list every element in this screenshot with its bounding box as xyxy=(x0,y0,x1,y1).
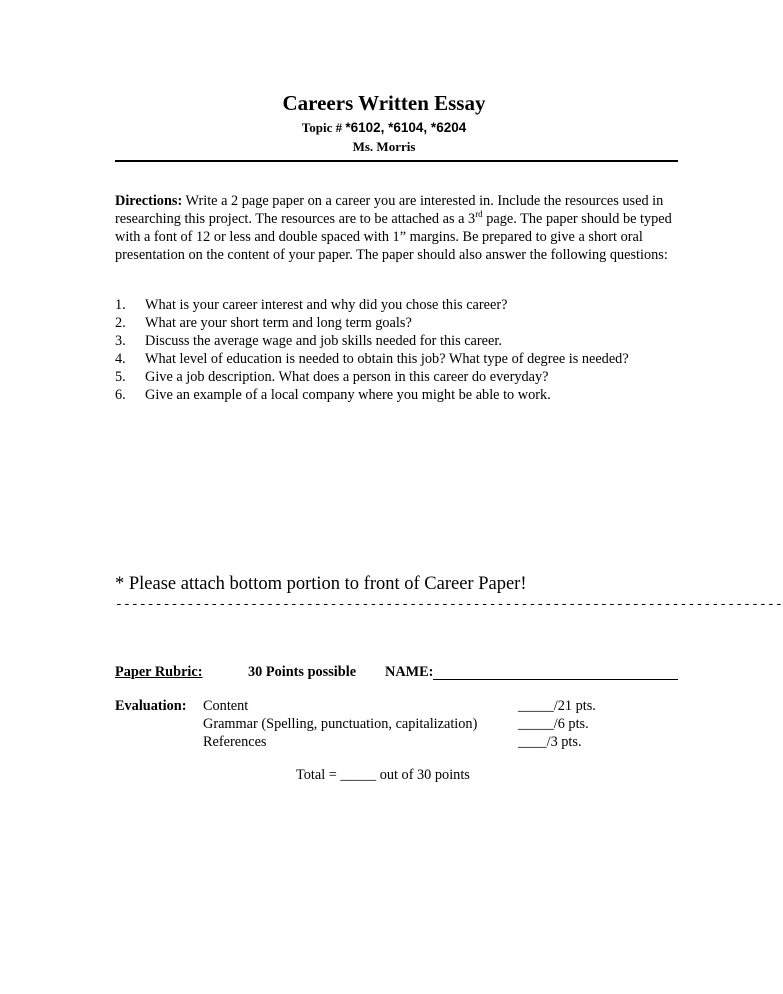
topic-line xyxy=(0,120,768,136)
directions-label: Directions: xyxy=(115,193,183,209)
question-text: What is your career interest and why did you chose this career? xyxy=(145,297,508,313)
document-title: Careers Written Essay xyxy=(282,91,486,115)
question-text: Give an example of a local company where you might be able to work. xyxy=(145,387,551,403)
attach-note: * Please attach bottom portion to front of Career Paper! xyxy=(115,574,527,594)
question-number: 4. xyxy=(115,351,126,367)
question-number: 6. xyxy=(115,387,126,403)
question-item xyxy=(115,332,678,350)
question-number: 3. xyxy=(115,333,126,349)
directions-superscript: rd xyxy=(475,209,483,220)
directions-text-1: Write a 2 page paper on a career you are interested in. Include the resources used in researching this project. The resources are to be attached as a 3 xyxy=(115,193,664,227)
question-text: What are your short term and long term goals? xyxy=(145,315,412,331)
question-number: 2. xyxy=(115,315,126,331)
evaluation-item-references: References xyxy=(203,734,267,750)
question-item xyxy=(115,296,678,314)
directions-text-2: page. The paper should be typed with a font of 12 or less and double spaced with 1” margins. Be prepared to give a short oral presentation on the content of your paper. The paper should also answer the following questions: xyxy=(115,211,672,263)
question-list xyxy=(115,296,678,404)
topic-prefix: Topic # xyxy=(301,120,346,135)
question-item xyxy=(115,350,678,368)
evaluation-item-grammar: Grammar (Spelling, punctuation, capitalization) xyxy=(203,716,478,732)
question-text: What level of education is needed to obtain this job? What type of degree is needed? xyxy=(145,351,629,367)
question-number: 1. xyxy=(115,297,126,313)
directions-paragraph xyxy=(115,192,678,264)
question-text: Give a job description. What does a person in this career do everyday? xyxy=(145,369,549,385)
score-references: ____/3 pts. xyxy=(518,734,582,750)
question-item xyxy=(115,314,678,332)
question-text: Discuss the average wage and job skills needed for this career. xyxy=(145,333,502,349)
cut-line: ------------------------------------------------------------------------------------ xyxy=(115,597,783,612)
name-blank-line xyxy=(433,679,678,680)
header-rule xyxy=(115,160,678,162)
rubric-label: Paper Rubric: xyxy=(115,664,203,680)
evaluation-items xyxy=(203,697,477,751)
question-item xyxy=(115,386,678,404)
topic-codes: *6102, *6104, *6204 xyxy=(345,120,467,135)
score-grammar: _____/6 pts. xyxy=(518,716,589,732)
question-item xyxy=(115,368,678,386)
total-line: Total = _____ out of 30 points xyxy=(296,767,470,783)
evaluation-item-content: Content xyxy=(203,698,249,714)
question-number: 5. xyxy=(115,369,126,385)
rubric-header xyxy=(115,664,678,682)
teacher-name: Ms. Morris xyxy=(352,139,416,154)
evaluation-label: Evaluation: xyxy=(115,698,187,714)
evaluation-scores xyxy=(518,697,596,751)
name-label: NAME: xyxy=(385,664,434,680)
score-content: _____/21 pts. xyxy=(518,698,596,714)
points-possible: 30 Points possible xyxy=(248,664,357,680)
